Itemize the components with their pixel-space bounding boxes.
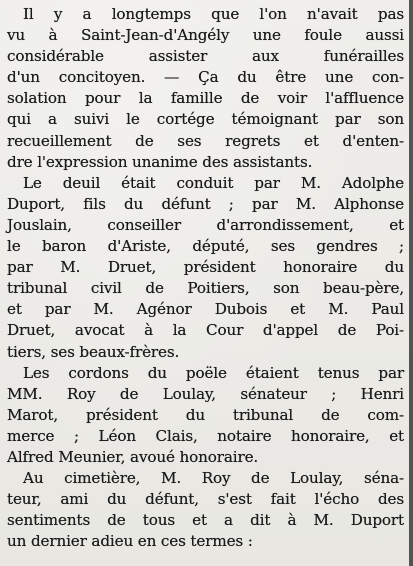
paragraph-2: [7, 173, 404, 363]
text-line: Duport, fils du défunt ; par M. Alphonse: [7, 194, 404, 213]
text-line: recueillement de ses regrets et d'enten-: [7, 131, 404, 150]
text-line: sentiments de tous et a dit à M. Duport: [7, 511, 404, 530]
text-line: vu à Saint-Jean-d'Angély une foule aussi: [7, 26, 404, 45]
text-line: par M. Druet, président honoraire du: [7, 258, 404, 277]
page-edge-shadow: [409, 0, 413, 566]
paragraph-4: [7, 468, 404, 552]
text-line: Alfred Meunier, avoué honoraire.: [7, 447, 259, 466]
text-line: teur, ami du défunt, s'est fait l'écho des: [7, 490, 404, 509]
text-line: Au cimetière, M. Roy de Loulay, séna-: [23, 469, 404, 488]
text-line: et par M. Agénor Dubois et M. Paul: [7, 300, 404, 319]
text-line: qui a suivi le cortége témoignant par son: [7, 110, 404, 129]
article-text: [7, 4, 404, 552]
text-line: Les cordons du poële étaient tenus par: [23, 363, 404, 382]
text-line: merce ; Léon Clais, notaire honoraire, et: [7, 426, 404, 445]
text-line: MM. Roy de Loulay, sénateur ; Henri: [7, 384, 404, 403]
text-line: Marot, président du tribunal de com-: [7, 405, 404, 424]
paragraph-1: [7, 4, 404, 173]
text-line: considérable assister aux funérailles: [7, 47, 404, 66]
text-line: tribunal civil de Poitiers, son beau-père,: [7, 279, 404, 298]
text-line: tiers, ses beaux-frères.: [7, 342, 180, 361]
text-line: Il y a longtemps que l'on n'avait pas: [23, 5, 404, 23]
text-line: un dernier adieu en ces termes :: [7, 532, 253, 551]
paragraph-3: [7, 363, 404, 468]
text-line: solation pour la famille de voir l'affluence: [7, 89, 404, 108]
text-line: le baron d'Ariste, député, ses gendres ;: [7, 237, 404, 256]
text-line: Le deuil était conduit par M. Adolphe: [23, 173, 404, 192]
text-line: dre l'expression unanime des assistants.: [7, 152, 313, 171]
text-line: Jouslain, conseiller d'arrondissement, et: [7, 215, 404, 234]
text-line: d'un concitoyen. — Ça du être une con-: [7, 68, 404, 87]
text-line: Druet, avocat à la Cour d'appel de Poi-: [7, 321, 404, 340]
